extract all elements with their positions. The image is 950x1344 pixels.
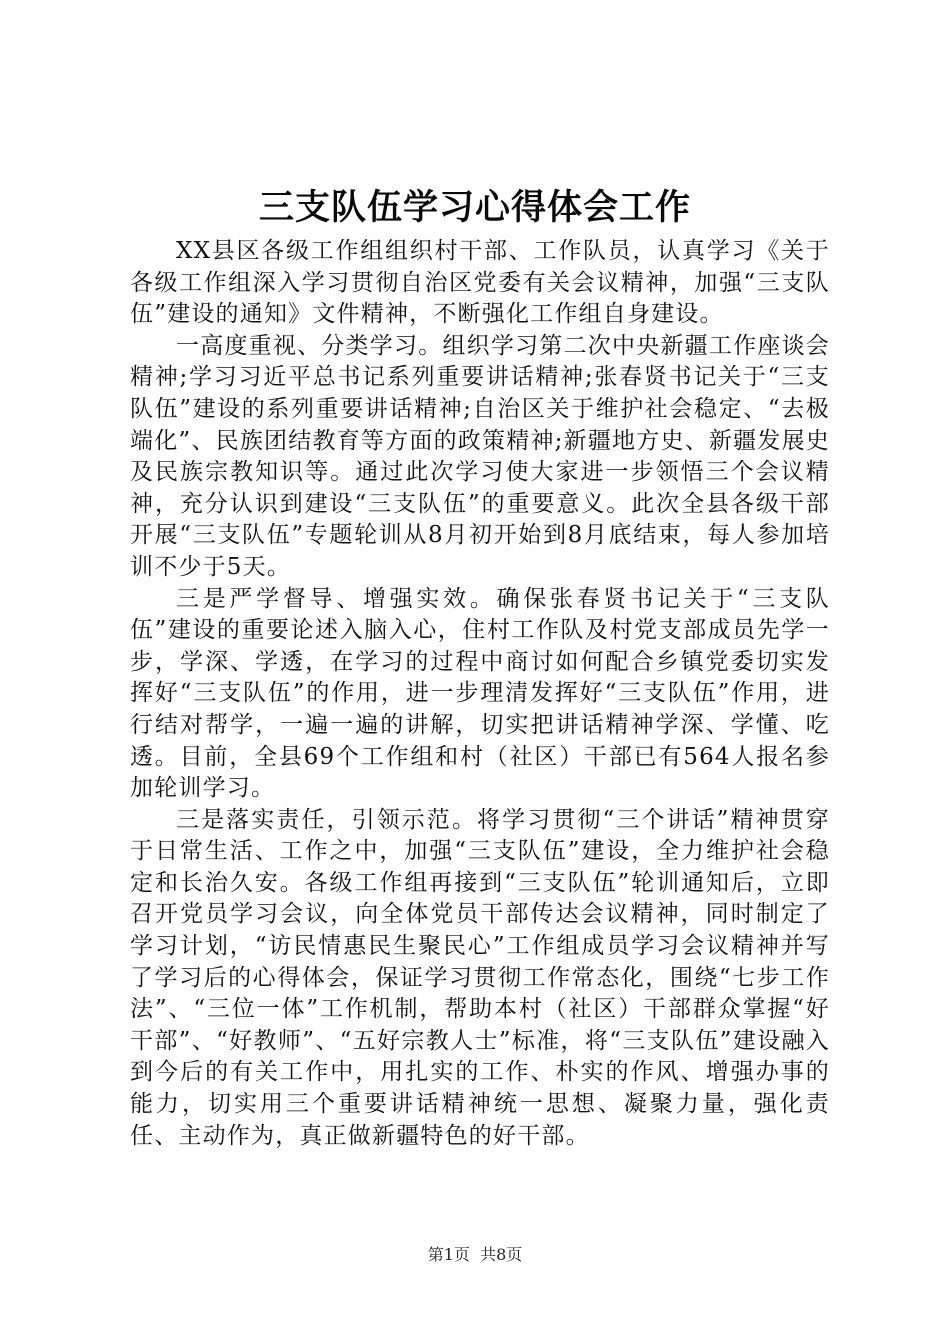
document-body: [130, 236, 830, 1152]
footer-separator: [470, 1245, 480, 1264]
paragraph-section-3: 三是落实责任，引领示范。将学习贯彻“三个讲话”精神贯穿于日常生活、工作之中，加强“三支队伍”建设，全力维护社会稳定和长治久安。各级工作组再接到“三支队伍”轮训通知后，立即召开党员学习会议，向全体党员干部传达会议精神，同时制定了学习计划，“访民情惠民生聚民心”工作组成员学习会议精神并写了学习后的心得体会，保证学习贯彻工作常态化，围绕“七步工作法”、“三位一体”工作机制，帮助本村（社区）干部群众掌握“好干部”、“好教师”、“五好宗教人士”标准，将“三支队伍”建设融入到今后的有关工作中，用扎实的工作、朴实的作风、增强办事的能力，切实用三个重要讲话精神统一思想、凝聚力量，强化责任、主动作为，真正做新疆特色的好干部。: [130, 806, 830, 1149]
page-number: 第1页: [427, 1245, 470, 1264]
paragraph-section-1: 一高度重视、分类学习。组织学习第二次中央新疆工作座谈会精神;学习习近平总书记系列重要讲话精神;张春贤书记关于“三支队伍”建设的系列重要讲话精神;自治区关于维护社会稳定、“去极端化”、民族团结教育等方面的政策精神;新疆地方史、新疆发展史及民族宗教知识等。通过此次学习使大家进一步领悟三个会议精神，充分认识到建设“三支队伍”的重要意义。此次全县各级干部开展“三支队伍”专题轮训从8月初开始到8月底结束，每人参加培训不少于5天。: [130, 332, 830, 580]
page-footer: [0, 1243, 950, 1267]
paragraph-section-2: 三是严学督导、增强实效。确保张春贤书记关于“三支队伍”建设的重要论述入脑入心，住村工作队及村党支部成员先学一步，学深、学透，在学习的过程中商讨如何配合乡镇党委切实发挥好“三支队伍”的作用，进一步理清发挥好“三支队伍”作用，进行结对帮学，一遍一遍的讲解，切实把讲话精神学深、学懂、吃透。目前，全县69个工作组和村（社区）干部已有564人报名参加轮训学习。: [130, 585, 830, 802]
document-title: 三支队伍学习心得体会工作: [258, 187, 691, 228]
total-pages: 共8页: [480, 1245, 523, 1264]
paragraph-intro: XX县区各级工作组组织村干部、工作队员，认真学习《关于各级工作组深入学习贯彻自治区党委有关会议精神，加强“三支队伍”建设的通知》文件精神，不断强化工作组自身建设。: [130, 238, 830, 328]
